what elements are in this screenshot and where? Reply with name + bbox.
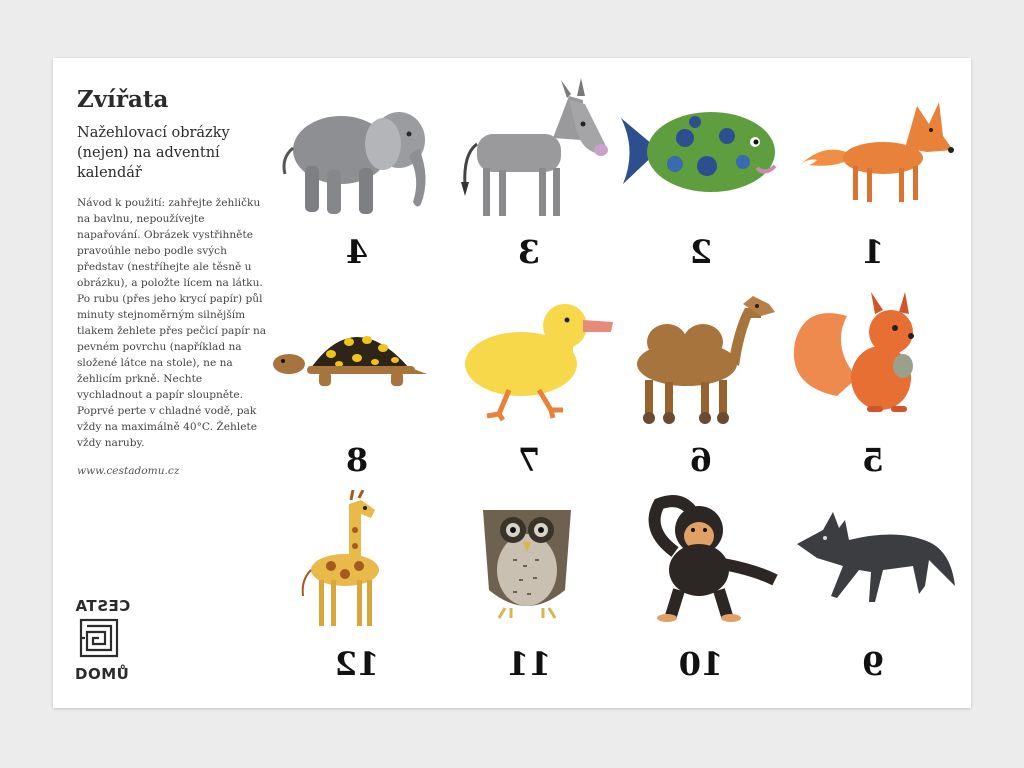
card-wolf	[787, 490, 959, 690]
maze-icon	[79, 618, 119, 658]
sheet-title: Zvířata	[77, 86, 169, 113]
card-turtle	[271, 286, 443, 486]
card-number: 4	[345, 233, 369, 271]
donkey-icon	[443, 78, 615, 228]
turtle-icon	[271, 286, 443, 436]
card-squirrel	[787, 286, 959, 486]
card-number: 11	[506, 645, 552, 683]
instructions-text: Návod k použití: zahřejte žehličku na bavlnu, nepoužívejte napařování. Obrázek vystřihněte pravoúhle nebo podle svých představ (nestříhejte ale těsně u obrázku), a položte lícem na látku. Po rubu (přes jeho krycí papír) půl minuty stejnoměrným silnějším tlakem žehlete přes pečicí papír na pevném povrchu (například na složené látce na stole), ne na žehlicím prkně. Nechte vychladnout a papír sloupněte. Poprvé perte v chladné vodě, pak vždy na maximálně 40°C. Žehlete vždy naruby.	[77, 197, 267, 449]
duck-icon	[443, 286, 615, 436]
logo-text-bottom: DOMŮ	[75, 665, 130, 683]
card-number: 3	[517, 233, 541, 271]
cesta-domu-logo	[75, 596, 135, 692]
fish-icon	[615, 78, 787, 228]
card-chimpanzee	[615, 490, 787, 690]
card-number: 8	[345, 441, 369, 479]
card-number: 10	[678, 645, 724, 683]
card-number: 1	[861, 233, 885, 271]
sticker-sheet	[53, 58, 971, 708]
card-fox	[787, 78, 959, 278]
giraffe-icon	[271, 490, 443, 640]
card-camel	[615, 286, 787, 486]
wolf-icon	[787, 490, 959, 640]
website-link[interactable]: www.cestadomu.cz	[77, 465, 180, 477]
card-number: 2	[689, 233, 713, 271]
logo-text-top: CESTA	[75, 597, 131, 615]
card-fish	[615, 78, 787, 278]
card-elephant	[271, 78, 443, 278]
elephant-icon	[271, 78, 443, 228]
info-column	[77, 86, 267, 477]
chimpanzee-icon	[615, 490, 787, 640]
sheet-subtitle: Nažehlovací obrázky (nejen) na adventní kalendář	[77, 125, 230, 181]
card-duck	[443, 286, 615, 486]
card-donkey	[443, 78, 615, 278]
card-number: 12	[334, 645, 380, 683]
card-owl	[443, 490, 615, 690]
card-number: 5	[861, 441, 885, 479]
owl-icon	[443, 490, 615, 640]
card-number: 7	[517, 441, 541, 479]
fox-icon	[787, 78, 959, 228]
camel-icon	[615, 286, 787, 436]
card-number: 6	[689, 441, 713, 479]
squirrel-icon	[787, 286, 959, 436]
card-number: 9	[861, 645, 885, 683]
card-giraffe	[271, 490, 443, 690]
animal-grid	[271, 78, 961, 698]
